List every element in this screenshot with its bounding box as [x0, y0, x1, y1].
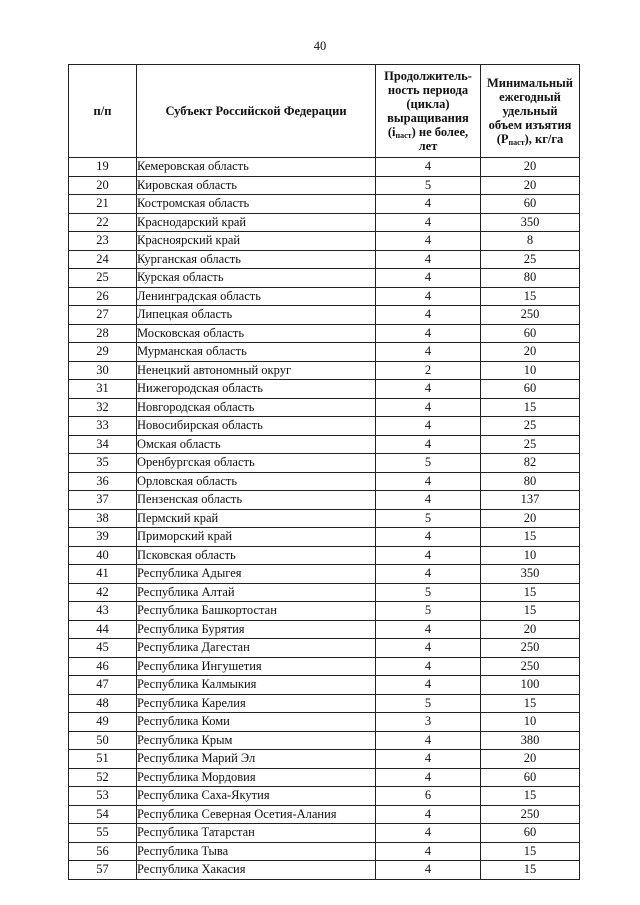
volume-value: 350 — [481, 213, 580, 232]
volume-value: 380 — [481, 731, 580, 750]
header-volume: Минимальный ежегодный удельный объем изъятия $(P_{паст})$, кг/га — [481, 65, 580, 158]
volume-value: 20 — [481, 509, 580, 528]
subject-name: Республика Саха-Якутия — [137, 787, 376, 806]
volume-value: 250 — [481, 657, 580, 676]
row-number: 32 — [69, 398, 137, 417]
row-number: 41 — [69, 565, 137, 584]
period-value: 4 — [376, 250, 481, 269]
period-value: 4 — [376, 380, 481, 399]
row-number: 56 — [69, 842, 137, 861]
row-number: 31 — [69, 380, 137, 399]
subject-name: Ненецкий автономный округ — [137, 361, 376, 380]
row-number: 24 — [69, 250, 137, 269]
table-row — [69, 250, 580, 269]
table-row — [69, 232, 580, 251]
subject-name: Республика Крым — [137, 731, 376, 750]
row-number: 57 — [69, 861, 137, 880]
subject-name: Пермский край — [137, 509, 376, 528]
row-number: 30 — [69, 361, 137, 380]
header-volume-symbol: P — [500, 132, 509, 146]
volume-value: 15 — [481, 398, 580, 417]
period-value: 3 — [376, 713, 481, 732]
row-number: 28 — [69, 324, 137, 343]
row-number: 46 — [69, 657, 137, 676]
row-number: 36 — [69, 472, 137, 491]
row-number: 55 — [69, 824, 137, 843]
subject-name: Кемеровская область — [137, 158, 376, 177]
header-subject: Субъект Российской Федерации — [137, 65, 376, 158]
period-value: 5 — [376, 583, 481, 602]
period-value: 4 — [376, 768, 481, 787]
subject-name: Мурманская область — [137, 343, 376, 362]
period-value: 4 — [376, 639, 481, 658]
volume-value: 15 — [481, 861, 580, 880]
row-number: 47 — [69, 676, 137, 695]
table-row — [69, 657, 580, 676]
subject-name: Республика Калмыкия — [137, 676, 376, 695]
subject-name: Республика Башкортостан — [137, 602, 376, 621]
volume-value: 100 — [481, 676, 580, 695]
table-row — [69, 195, 580, 214]
table-row — [69, 398, 580, 417]
table-row — [69, 824, 580, 843]
subject-name: Оренбургская область — [137, 454, 376, 473]
period-value: 5 — [376, 509, 481, 528]
subject-name: Республика Татарстан — [137, 824, 376, 843]
period-value: 4 — [376, 287, 481, 306]
subject-name: Пензенская область — [137, 491, 376, 510]
row-number: 43 — [69, 602, 137, 621]
row-number: 23 — [69, 232, 137, 251]
period-value: 4 — [376, 472, 481, 491]
volume-value: 15 — [481, 583, 580, 602]
period-value: 4 — [376, 824, 481, 843]
row-number: 52 — [69, 768, 137, 787]
row-number: 48 — [69, 694, 137, 713]
subject-name: Республика Алтай — [137, 583, 376, 602]
table-row — [69, 417, 580, 436]
subject-name: Ленинградская область — [137, 287, 376, 306]
table-row — [69, 861, 580, 880]
volume-value: 20 — [481, 343, 580, 362]
period-value: 4 — [376, 324, 481, 343]
row-number: 22 — [69, 213, 137, 232]
volume-value: 82 — [481, 454, 580, 473]
subject-name: Приморский край — [137, 528, 376, 547]
table-body — [69, 158, 580, 880]
volume-value: 60 — [481, 195, 580, 214]
period-value: 4 — [376, 546, 481, 565]
row-number: 26 — [69, 287, 137, 306]
data-table — [68, 64, 580, 880]
period-value: 4 — [376, 417, 481, 436]
subject-name: Омская область — [137, 435, 376, 454]
table-row — [69, 583, 580, 602]
volume-value: 15 — [481, 842, 580, 861]
period-value: 5 — [376, 176, 481, 195]
volume-value: 60 — [481, 824, 580, 843]
period-value: 5 — [376, 454, 481, 473]
row-number: 37 — [69, 491, 137, 510]
volume-value: 80 — [481, 472, 580, 491]
table-row — [69, 287, 580, 306]
volume-value: 25 — [481, 435, 580, 454]
table-row — [69, 528, 580, 547]
period-value: 4 — [376, 528, 481, 547]
row-number: 25 — [69, 269, 137, 288]
volume-value: 10 — [481, 546, 580, 565]
volume-value: 10 — [481, 713, 580, 732]
header-num: п/п — [69, 65, 137, 158]
table-row — [69, 324, 580, 343]
volume-value: 60 — [481, 768, 580, 787]
volume-value: 350 — [481, 565, 580, 584]
period-value: 4 — [376, 343, 481, 362]
header-period-suffix: не более, лет — [418, 125, 469, 153]
table-row — [69, 435, 580, 454]
table-row — [69, 176, 580, 195]
subject-name: Костромская область — [137, 195, 376, 214]
volume-value: 15 — [481, 287, 580, 306]
row-number: 54 — [69, 805, 137, 824]
subject-name: Псковская область — [137, 546, 376, 565]
volume-value: 20 — [481, 176, 580, 195]
subject-name: Республика Мордовия — [137, 768, 376, 787]
subject-name: Республика Ингушетия — [137, 657, 376, 676]
subject-name: Республика Северная Осетия-Алания — [137, 805, 376, 824]
subject-name: Краснодарский край — [137, 213, 376, 232]
volume-value: 20 — [481, 750, 580, 769]
subject-name: Республика Марий Эл — [137, 750, 376, 769]
subject-name: Республика Хакасия — [137, 861, 376, 880]
header-period-symbol: i — [392, 125, 396, 139]
table-row — [69, 842, 580, 861]
row-number: 53 — [69, 787, 137, 806]
table-row — [69, 602, 580, 621]
period-value: 4 — [376, 491, 481, 510]
subject-name: Курская область — [137, 269, 376, 288]
volume-value: 15 — [481, 602, 580, 621]
table-row — [69, 158, 580, 177]
header-volume-subscript: паст — [508, 138, 525, 147]
table-row — [69, 565, 580, 584]
subject-name: Курганская область — [137, 250, 376, 269]
table-row — [69, 639, 580, 658]
row-number: 40 — [69, 546, 137, 565]
row-number: 44 — [69, 620, 137, 639]
period-value: 4 — [376, 195, 481, 214]
table-row — [69, 620, 580, 639]
period-value: 4 — [376, 232, 481, 251]
subject-name: Новосибирская область — [137, 417, 376, 436]
period-value: 4 — [376, 731, 481, 750]
volume-value: 60 — [481, 324, 580, 343]
row-number: 34 — [69, 435, 137, 454]
header-volume-text: Минимальный ежегодный удельный объем изъятия — [487, 76, 573, 132]
table-row — [69, 713, 580, 732]
period-value: 6 — [376, 787, 481, 806]
table-row — [69, 361, 580, 380]
table-row — [69, 472, 580, 491]
table-row — [69, 306, 580, 325]
volume-value: 10 — [481, 361, 580, 380]
period-value: 4 — [376, 158, 481, 177]
volume-value: 25 — [481, 417, 580, 436]
header-volume-suffix: кг/га — [535, 132, 564, 146]
row-number: 42 — [69, 583, 137, 602]
subject-name: Республика Адыгея — [137, 565, 376, 584]
volume-value: 8 — [481, 232, 580, 251]
period-value: 2 — [376, 361, 481, 380]
volume-value: 137 — [481, 491, 580, 510]
volume-value: 60 — [481, 380, 580, 399]
volume-value: 20 — [481, 620, 580, 639]
period-value: 4 — [376, 306, 481, 325]
period-value: 4 — [376, 842, 481, 861]
table-row — [69, 676, 580, 695]
page-number: 40 — [313, 39, 327, 53]
row-number: 27 — [69, 306, 137, 325]
period-value: 5 — [376, 694, 481, 713]
table-row — [69, 269, 580, 288]
period-value: 4 — [376, 805, 481, 824]
table-header — [69, 65, 580, 158]
period-value: 4 — [376, 213, 481, 232]
subject-name: Липецкая область — [137, 306, 376, 325]
row-number: 21 — [69, 195, 137, 214]
volume-value: 250 — [481, 639, 580, 658]
subject-name: Московская область — [137, 324, 376, 343]
volume-value: 15 — [481, 528, 580, 547]
volume-value: 15 — [481, 787, 580, 806]
header-period: Продолжитель-ность периода (цикла) выращивания $(i_{паст})$ не более, лет — [376, 65, 481, 158]
row-number: 39 — [69, 528, 137, 547]
header-row — [69, 65, 580, 158]
table-row — [69, 509, 580, 528]
row-number: 20 — [69, 176, 137, 195]
subject-name: Республика Коми — [137, 713, 376, 732]
row-number: 35 — [69, 454, 137, 473]
subject-name: Кировская область — [137, 176, 376, 195]
table-row — [69, 380, 580, 399]
volume-value: 20 — [481, 158, 580, 177]
volume-value: 80 — [481, 269, 580, 288]
subject-name: Орловская область — [137, 472, 376, 491]
table-row — [69, 454, 580, 473]
subject-name: Республика Бурятия — [137, 620, 376, 639]
table-row — [69, 694, 580, 713]
volume-value: 250 — [481, 306, 580, 325]
table-row — [69, 768, 580, 787]
period-value: 4 — [376, 620, 481, 639]
table-row — [69, 213, 580, 232]
subject-name: Новгородская область — [137, 398, 376, 417]
period-value: 4 — [376, 861, 481, 880]
table-row — [69, 731, 580, 750]
subject-name: Красноярский край — [137, 232, 376, 251]
row-number: 38 — [69, 509, 137, 528]
subject-name: Республика Карелия — [137, 694, 376, 713]
row-number: 19 — [69, 158, 137, 177]
period-value: 4 — [376, 676, 481, 695]
table-row — [69, 787, 580, 806]
period-value: 4 — [376, 435, 481, 454]
header-period-text: Продолжитель-ность периода (цикла) выращивания — [384, 69, 472, 125]
row-number: 33 — [69, 417, 137, 436]
header-period-subscript: паст — [395, 131, 412, 140]
row-number: 50 — [69, 731, 137, 750]
volume-value: 25 — [481, 250, 580, 269]
volume-value: 250 — [481, 805, 580, 824]
volume-value: 15 — [481, 694, 580, 713]
table-row — [69, 805, 580, 824]
period-value: 5 — [376, 602, 481, 621]
subject-name: Нижегородская область — [137, 380, 376, 399]
table-row — [69, 491, 580, 510]
table-row — [69, 546, 580, 565]
period-value: 4 — [376, 657, 481, 676]
table-row — [69, 750, 580, 769]
period-value: 4 — [376, 398, 481, 417]
row-number: 51 — [69, 750, 137, 769]
period-value: 4 — [376, 750, 481, 769]
row-number: 45 — [69, 639, 137, 658]
period-value: 4 — [376, 565, 481, 584]
subject-name: Республика Тыва — [137, 842, 376, 861]
row-number: 29 — [69, 343, 137, 362]
subject-name: Республика Дагестан — [137, 639, 376, 658]
table-row — [69, 343, 580, 362]
period-value: 4 — [376, 269, 481, 288]
row-number: 49 — [69, 713, 137, 732]
